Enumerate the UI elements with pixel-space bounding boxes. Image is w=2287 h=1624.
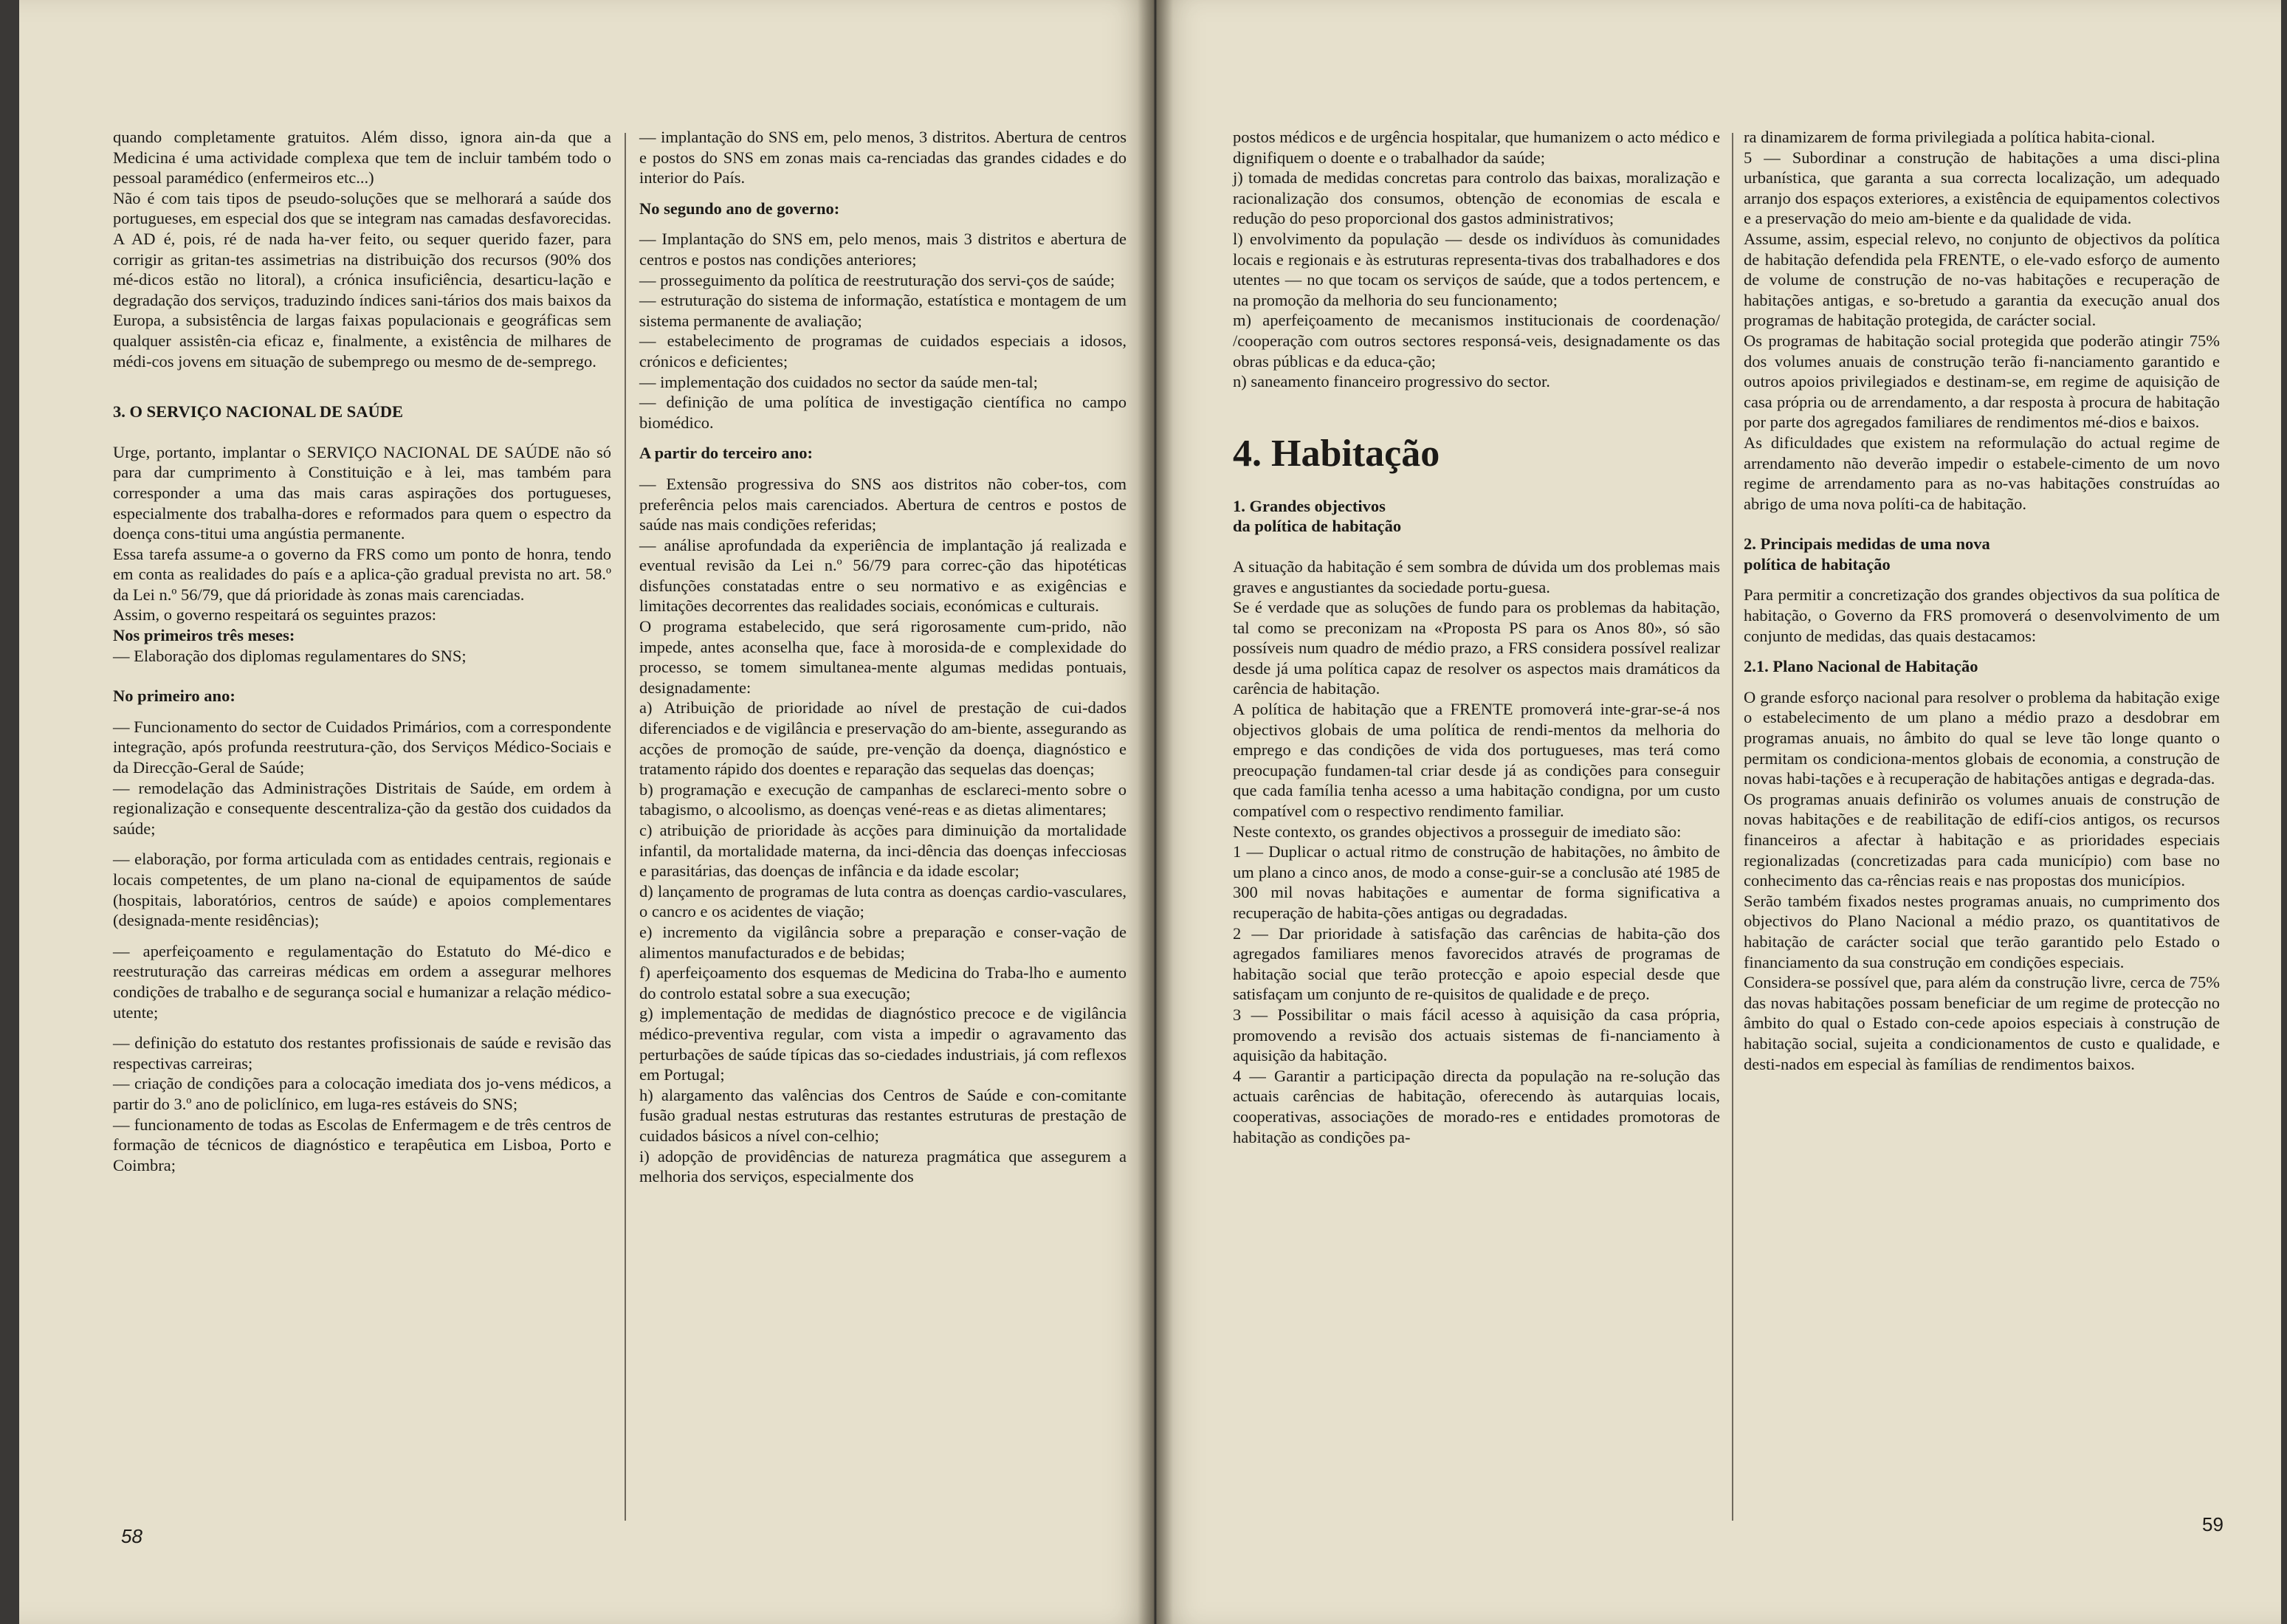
list-item: d) lançamento de programas de luta contra as doenças cardio-vasculares, o cancro e os acidentes de viação;: [639, 881, 1127, 921]
list-item: — estabelecimento de programas de cuidados especiais a idosos, crónicos e deficientes;: [639, 331, 1127, 371]
paragraph: A política de habitação que a FRENTE promoverá inte-grar-se-á nos objectivos globais de uma política de rendi-mentos da melhoria do emprego e das condições de vida dos portugueses, mas terá como preocupação fundamen-tal criar desde já as condições para conseguir que cada família tenha acesso a uma habitação condigna, por um custo compatível com o respectivo rendimento familiar.: [1233, 700, 1720, 821]
list-item: — criação de condições para a colocação imediata dos jo-vens médicos, a partir do 3.º ano de policlínico, em luga-res estáveis do SNS;: [113, 1074, 611, 1113]
list-item: h) alargamento das valências dos Centros de Saúde e con-comitante fusão gradual nestas estruturas das restantes estruturas de prestação de cuidados básicos a nível con-celhio;: [639, 1085, 1127, 1145]
right-column-2: [1744, 127, 2220, 1074]
list-item: — Extensão progressiva do SNS aos distritos não cober-tos, com preferência pelos mais carenciados. Abertura de centros e postos de saúde nas mais condições referidas;: [639, 474, 1127, 534]
list-item: c) atribuição de prioridade às acções para diminuição da mortalidade infantil, da mortalidade materna, da inci-dência das doenças infecciosas e parasitárias, das doenças de infância e da idade escolar;: [639, 821, 1127, 881]
list-item: — Elaboração dos diplomas regulamentares do SNS;: [113, 646, 467, 665]
paragraph: Serão também fixados nestes programas anuais, no cumprimento dos objectivos do Plano Nacional a médio prazo, os quantitativos de habitação de carácter social que terão garantido pelo Estado o financiamento da sua construção em condições especiais.: [1744, 891, 2220, 971]
paragraph: O grande esforço nacional para resolver o problema da habitação exige o estabelecimento de um plano a médio prazo a desdobrar em programas anuais, no âmbito do qual se leve tão longe quanto o permitam os condiciona-mentos globais de economia, a construção de novas habi-tações e à recuperação de habitações antigas e degrada-das.: [1744, 687, 2220, 788]
subsection-heading: 2. Principais medidas de uma nova: [1744, 534, 1990, 554]
page-number-right: 59: [2202, 1513, 2224, 1535]
list-item: — prosseguimento da política de reestruturação dos servi-ços de saúde;: [639, 270, 1115, 289]
paragraph: Urge, portanto, implantar o SERVIÇO NACIONAL DE SAÚDE não só para dar cumprimento à Constituição e à lei, mas também para corresponder a uma das mais caras aspirações dos portugueses, especialmente dos trabalha-dores e reformados para quem o espectro da doença cons-titui uma angústia permanente.: [113, 442, 611, 543]
list-item: — definição do estatuto dos restantes profissionais de saúde e revisão das respectivas carreiras;: [113, 1033, 611, 1073]
paragraph: O programa estabelecido, que será rigorosamente cum-prido, não impede, antes aconselha que, face à morosida-de e complexidade do processo, se tomem simultanea-mente algumas medidas pontuais, designadamente:: [639, 617, 1127, 697]
paragraph: Se é verdade que as soluções de fundo para os problemas da habitação, tal como se preconizam na «Proposta PS para os Anos 80», só são possíveis num quadro de médio prazo, a FRS considera possível realizar desde já uma política capaz de resolver os aspectos mais dramáticos da carência de habitação.: [1233, 598, 1720, 698]
list-item: b) programação e execução de campanhas de esclareci-mento sobre o tabagismo, o alcoolismo, as doenças vené-reas e as dietas alimentares;: [639, 780, 1127, 819]
page-number-left: 58: [121, 1525, 142, 1547]
book-gutter: [1138, 0, 1173, 1624]
list-item: l) envolvimento da população — desde os indivíduos às comunidades locais e regionais e às estruturas representa-tivas dos trabalhadores e dos utentes — no que tocam os serviços de saúde, que a todos pertencem, e na promoção da melhoria do seu funcionamento;: [1233, 229, 1720, 309]
subsection-heading: 2.1. Plano Nacional de Habitação: [1744, 657, 1978, 676]
list-item: a) Atribuição de prioridade ao nível de prestação de cui-dados diferenciados e de vigilância e preservação do am-biente, assegurando as acções de promoção de saúde, pre-venção da doença, diagnóstico e tratamento rápido dos doentes e reparação das sequelas das doenças;: [639, 698, 1127, 779]
list-item: g) implementação de medidas de diagnóstico precoce e de vigilância médico-preventiva regular, com vista a impedir o agravamento das perturbações de saúde típicas das so-ciedades industriais, já com reflexos em Portugal;: [639, 1004, 1127, 1084]
subsection-heading: da política de habitação: [1233, 517, 1402, 536]
list-item: — funcionamento de todas as Escolas de Enfermagem e de três centros de formação de técnicos de diagnóstico e terapêutica em Lisboa, Porto e Coimbra;: [113, 1115, 611, 1174]
right-page: [1154, 0, 2281, 1624]
paragraph: ra dinamizarem de forma privilegiada a política habita-cional.: [1744, 128, 2156, 146]
section-title: 4. Habitação: [1233, 432, 1440, 475]
paragraph: Não é com tais tipos de pseudo-soluções que se melhorará a saúde dos portugueses, em especial dos que se integram nas camadas desfavorecidas. A AD é, pois, ré de nada ha-ver feito, ou sequer querido fazer, para corrigir as gritan-tes assimetrias na distribuição dos recursos (90% dos mé-dicos estão no litoral), a crónica insuficiência, desarticu-lação e degradação dos serviços, traduzindo índices sani-tários dos mais baixos da Europa, a subsistência de largas faixas populacionais e geográficas sem qualquer assistên-cia eficaz e, finalmente, a existência de milhares de médi-cos jovens em situação de subemprego ou mesmo de de-semprego.: [113, 188, 611, 371]
paragraph: Os programas anuais definirão os volumes anuais de construção de novas habitações e de reabilitação de edifí-cios antigos, os recursos financeiros a afectar à habitação e as prioridades especiais regionalizadas (concretizadas para cada município) com base no conhecimento das ca-rências reais e nas propostas dos municípios.: [1744, 789, 2220, 890]
list-item: — implementação dos cuidados no sector da saúde men-tal;: [639, 372, 1038, 391]
list-item: — estruturação do sistema de informação, estatística e montagem de um sistema permanente de avaliação;: [639, 291, 1127, 330]
right-column-1: [1233, 127, 1720, 1147]
paragraph: As dificuldades que existem na reformulação do actual regime de arrendamento não deverão impedir o estabele-cimento de um novo regime de arrendamento para as no-vas habitações construídas ao abrigo de uma nova políti-ca de habitação.: [1744, 433, 2220, 513]
list-item: — aperfeiçoamento e regulamentação do Estatuto do Mé-dico e reestruturação das carreiras médicas em ordem a assegurar melhores condições de trabalho e de segurança social e humanizar a relação médico-utente;: [113, 941, 611, 1022]
paragraph: Neste contexto, os grandes objectivos a prosseguir de imediato são:: [1233, 822, 1682, 841]
column-divider: [1732, 133, 1733, 1521]
list-item: — definição de uma política de investigação científica no campo biomédico.: [639, 393, 1127, 432]
list-item: 2 — Dar prioridade à satisfação das carências de habita-ção dos agregados familiares menos favorecidos através de programas de habitação social que terão protecção e apoio especial desde que satisfaçam um conjunto de re-quisitos de qualidade e de preço.: [1233, 923, 1720, 1004]
paragraph: Assume, assim, especial relevo, no conjunto de objectivos da política de habitação defendida pela FRENTE, o ele-vado esforço de aumento de volume de construção de no-vas habitações e recuperação de habitações antigas, e so-bretudo a garantia da execução anual dos programas de habitação protegida, de carácter social.: [1744, 229, 2220, 330]
list-item: m) aperfeiçoamento de mecanismos institucionais de coordenação/ /cooperação com outros sectores responsá-veis, designadamente os das obras públicas e da educa-ção;: [1233, 311, 1720, 371]
list-item: 4 — Garantir a participação directa da população na re-solução das actuais carências de habitação, oferecendo às autarquias locais, cooperativas, associações de morado-res e entidades promotoras de habitação as condições pa-: [1233, 1066, 1720, 1146]
list-item: e) incremento da vigilância sobre a preparação e conser-vação de alimentos manufacturados e de bebidas;: [639, 922, 1127, 962]
subsection-heading: 1. Grandes objectivos: [1233, 496, 1386, 515]
column-divider: [625, 133, 626, 1521]
subheading: A partir do terceiro ano:: [639, 444, 813, 463]
list-item: j) tomada de medidas concretas para controlo das baixas, moralização e racionalização dos consumos, obtenção de economias de escala e redução do peso proporcional dos gastos administrativos;: [1233, 168, 1720, 228]
book-spread: [19, 0, 2281, 1624]
list-item: — análise aprofundada da experiência de implantação já realizada e eventual revisão da Lei n.º 56/79 para correc-ção das hipotéticas disfunções constatadas entre o seu normativo e as exigências e limitações decorrentes das realidades sociais, económicas e culturais.: [639, 535, 1127, 616]
list-item: — implantação do SNS em, pelo menos, 3 distritos. Abertura de centros e postos do SNS em zonas mais ca-renciadas das grandes cidades e do interior do País.: [639, 128, 1127, 187]
subheading: No segundo ano de governo:: [639, 199, 840, 218]
list-item: f) aperfeiçoamento dos esquemas de Medicina do Traba-lho e aumento do controlo estatal sobre a sua execução;: [639, 963, 1127, 1002]
subheading: No primeiro ano:: [113, 687, 235, 706]
section-heading: 3. O SERVIÇO NACIONAL DE SAÚDE: [113, 402, 404, 422]
paragraph: Essa tarefa assume-a o governo da FRS como um ponto de honra, tendo em conta as realidades do país e a aplica-ção gradual prevista no art. 58.º da Lei n.º 56/79, que dá prioridade às zonas mais carenciadas.: [113, 544, 611, 604]
list-item: — Implantação do SNS em, pelo menos, mais 3 distritos e abertura de centros e postos nas condições anteriores;: [639, 230, 1127, 269]
left-column-2: [639, 127, 1127, 1187]
list-item: n) saneamento financeiro progressivo do sector.: [1233, 372, 1550, 391]
subheading: Nos primeiros três meses:: [113, 626, 295, 645]
paragraph: Considera-se possível que, para além da construção livre, cerca de 75% das novas habitações possam beneficiar de um regime de protecção no âmbito do qual o Estado con-cede apoios especiais à construção de habitação social, sujeita a condicionamentos de custo e qualidade, e desti-nados em especial às famílias de rendimentos baixos.: [1744, 973, 2220, 1073]
list-item: — remodelação das Administrações Distritais de Saúde, em ordem à regionalização e consequente descentraliza-ção da gestão dos cuidados da saúde;: [113, 778, 611, 838]
left-column-1: [113, 127, 611, 1175]
paragraph: Assim, o governo respeitará os seguintes prazos:: [113, 605, 437, 625]
list-item: 3 — Possibilitar o mais fácil acesso à aquisição da casa própria, promovendo a revisão dos actuais sistemas de fi-nanciamento à aquisição da habitação.: [1233, 1005, 1720, 1065]
list-item: 1 — Duplicar o actual ritmo de construção de habitações, no âmbito de um plano a cinco anos, de modo a conse-guir-se a conclusão até 1985 de 300 mil novas habitações e aumentar de forma significativa a recuperação de habita-ções antigas ou degradadas.: [1233, 842, 1720, 922]
paragraph: Para permitir a concretização dos grandes objectivos da sua política de habitação, o Governo da FRS promoverá o desenvolvimento de um conjunto de medidas, das quais destacamos:: [1744, 585, 2220, 645]
paragraph: A situação da habitação é sem sombra de dúvida um dos problemas mais graves e angustiantes da sociedade portu-guesa.: [1233, 557, 1720, 596]
list-item: i) adopção de providências de natureza pragmática que assegurem a melhoria dos serviços, especialmente dos: [639, 1146, 1127, 1186]
list-item: — Funcionamento do sector de Cuidados Primários, com a correspondente integração, após profunda reestrutura-ção, dos Serviços Médico-Sociais e da Direcção-Geral de Saúde;: [113, 717, 611, 777]
list-item: — elaboração, por forma articulada com as entidades centrais, regionais e locais competentes, de um plano na-cional de equipamentos de saúde (hospitais, laboratórios, centros de saúde) e apoios complementares (designada-mente residências);: [113, 850, 611, 930]
paragraph: quando completamente gratuitos. Além disso, ignora ain-da que a Medicina é uma actividade complexa que tem de incluir também todo o pessoal paramédico (enfermeiros etc...): [113, 128, 611, 187]
left-page: [19, 0, 1154, 1624]
paragraph: Os programas de habitação social protegida que poderão atingir 75% dos volumes anuais de construção terão fi-nanciamento garantido e outros apoios privilegiados e destinam-se, em regime de aquisição de casa própria ou de arrendamento, a dar resposta à procura de habitação por parte dos agregados familiares de rendimentos mé-dios e baixos.: [1744, 331, 2220, 432]
list-item: 5 — Subordinar a construção de habitações a uma disci-plina urbanística, que garanta a sua correcta localização, um adequado arranjo dos espaços exteriores, a existência de equipamentos colectivos e a preservação do meio am-biente e da qualidade de vida.: [1744, 148, 2220, 228]
list-item: postos médicos e de urgência hospitalar, que humanizem o acto médico e dignifiquem o doente e o trabalhador da saúde;: [1233, 128, 1720, 167]
subsection-heading: política de habitação: [1744, 554, 1891, 574]
